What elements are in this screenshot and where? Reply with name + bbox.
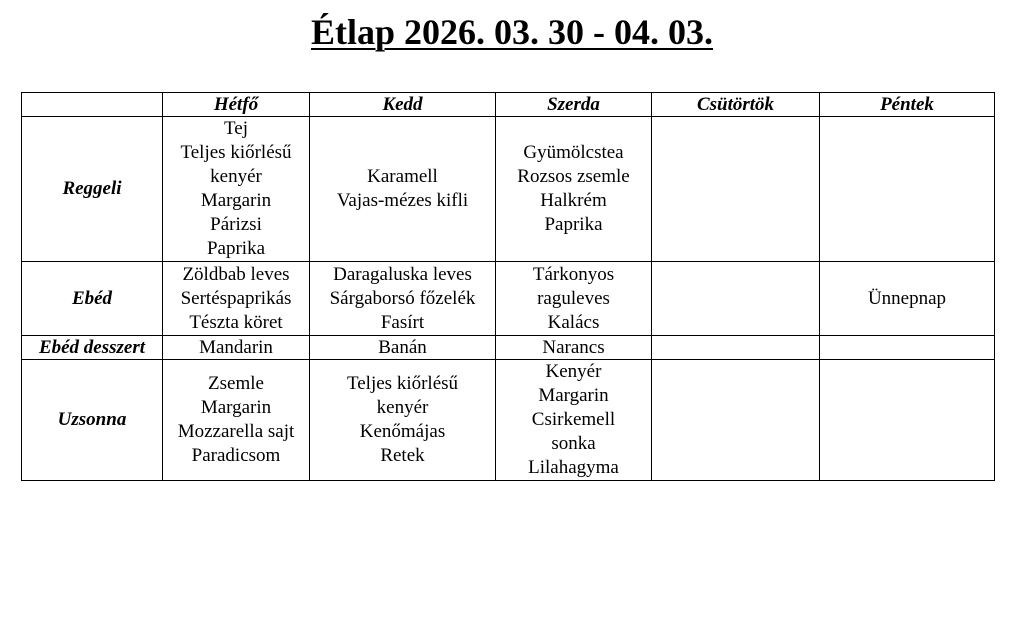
menu-item: sonka xyxy=(551,433,596,454)
menu-item: Mozzarella sajt xyxy=(177,421,295,442)
menu-cell-ebed-friday xyxy=(820,262,995,336)
menu-cell-uzsonna-friday xyxy=(820,360,995,481)
menu-table xyxy=(21,92,995,481)
menu-item: Csirkemell xyxy=(531,409,616,430)
menu-item: Daragaluska leves xyxy=(333,263,472,285)
day-header-thursday: Csütörtök xyxy=(652,93,820,117)
menu-cell-reggeli-monday xyxy=(163,117,310,262)
menu-cell-desszert-tuesday xyxy=(310,336,496,360)
meal-row-reggeli xyxy=(22,117,995,262)
menu-item: raguleves xyxy=(537,287,610,309)
menu-item: Vajas-mézes kifli xyxy=(336,190,469,211)
meal-label-ebed: Ebéd xyxy=(22,262,163,336)
menu-item: Tészta köret xyxy=(189,311,283,333)
meal-label-reggeli: Reggeli xyxy=(22,117,163,262)
menu-item: Margarin xyxy=(200,397,272,418)
menu-item: Zöldbab leves xyxy=(182,263,290,285)
day-header-monday: Hétfő xyxy=(163,93,310,117)
menu-item: Mandarin xyxy=(199,336,273,358)
menu-cell-desszert-thursday xyxy=(652,336,820,360)
menu-cell-uzsonna-monday xyxy=(163,360,310,481)
menu-cell-uzsonna-thursday xyxy=(652,360,820,481)
menu-item: Margarin xyxy=(538,385,609,406)
menu-cell-ebed-tuesday xyxy=(310,262,496,336)
menu-item: Sertéspaprikás xyxy=(180,287,292,309)
menu-item: Banán xyxy=(378,336,427,358)
menu-cell-ebed-monday xyxy=(163,262,310,336)
menu-cell-desszert-wednesday xyxy=(496,336,652,360)
menu-item: kenyér xyxy=(376,397,429,418)
menu-item: Tárkonyos xyxy=(532,263,615,285)
menu-item: Rozsos zsemle xyxy=(517,166,630,187)
meal-row-ebed-desszert xyxy=(22,336,995,360)
meal-row-ebed xyxy=(22,262,995,336)
menu-item: Paprika xyxy=(544,214,603,235)
menu-cell-reggeli-tuesday xyxy=(310,117,496,262)
menu-cell-reggeli-thursday xyxy=(652,117,820,262)
menu-cell-ebed-wednesday xyxy=(496,262,652,336)
menu-cell-ebed-thursday xyxy=(652,262,820,336)
menu-item: Teljes kiőrlésű xyxy=(180,142,292,163)
menu-item: Karamell xyxy=(367,166,438,187)
header-row xyxy=(22,93,995,117)
menu-item: Kenyér xyxy=(545,361,602,382)
menu-item: Paprika xyxy=(206,238,266,259)
meal-row-uzsonna xyxy=(22,360,995,481)
day-header-tuesday: Kedd xyxy=(310,93,496,117)
menu-item: Lilahagyma xyxy=(528,457,619,478)
menu-item: Teljes kiőrlésű xyxy=(346,373,459,394)
menu-cell-desszert-friday xyxy=(820,336,995,360)
menu-item: Fasírt xyxy=(380,311,425,333)
menu-item: Margarin xyxy=(200,190,272,211)
page-title: Étlap 2026. 03. 30 - 04. 03. xyxy=(310,12,713,52)
menu-cell-reggeli-friday xyxy=(820,117,995,262)
meal-label-ebed-desszert: Ebéd desszert xyxy=(22,336,163,360)
menu-item: Paradicsom xyxy=(191,445,281,466)
menu-item: Zsemle xyxy=(208,373,264,394)
menu-item: Halkrém xyxy=(540,190,607,211)
day-header-wednesday: Szerda xyxy=(496,93,652,117)
menu-item: Kalács xyxy=(547,311,600,333)
menu-item: Párizsi xyxy=(210,214,262,235)
holiday-note: Ünnepnap xyxy=(867,287,947,309)
menu-cell-reggeli-wednesday xyxy=(496,117,652,262)
menu-item: Sárgaborsó főzelék xyxy=(329,287,476,309)
corner-cell xyxy=(22,93,163,117)
menu-item: kenyér xyxy=(210,166,262,187)
day-header-friday: Péntek xyxy=(820,93,995,117)
menu-item: Retek xyxy=(380,445,425,466)
menu-cell-uzsonna-wednesday xyxy=(496,360,652,481)
menu-item: Narancs xyxy=(542,336,605,358)
menu-item: Gyümölcstea xyxy=(523,142,624,163)
menu-item: Kenőmájas xyxy=(359,421,446,442)
meal-label-uzsonna: Uzsonna xyxy=(22,360,163,481)
menu-cell-desszert-monday xyxy=(163,336,310,360)
menu-item: Tej xyxy=(224,118,248,139)
menu-cell-uzsonna-tuesday xyxy=(310,360,496,481)
